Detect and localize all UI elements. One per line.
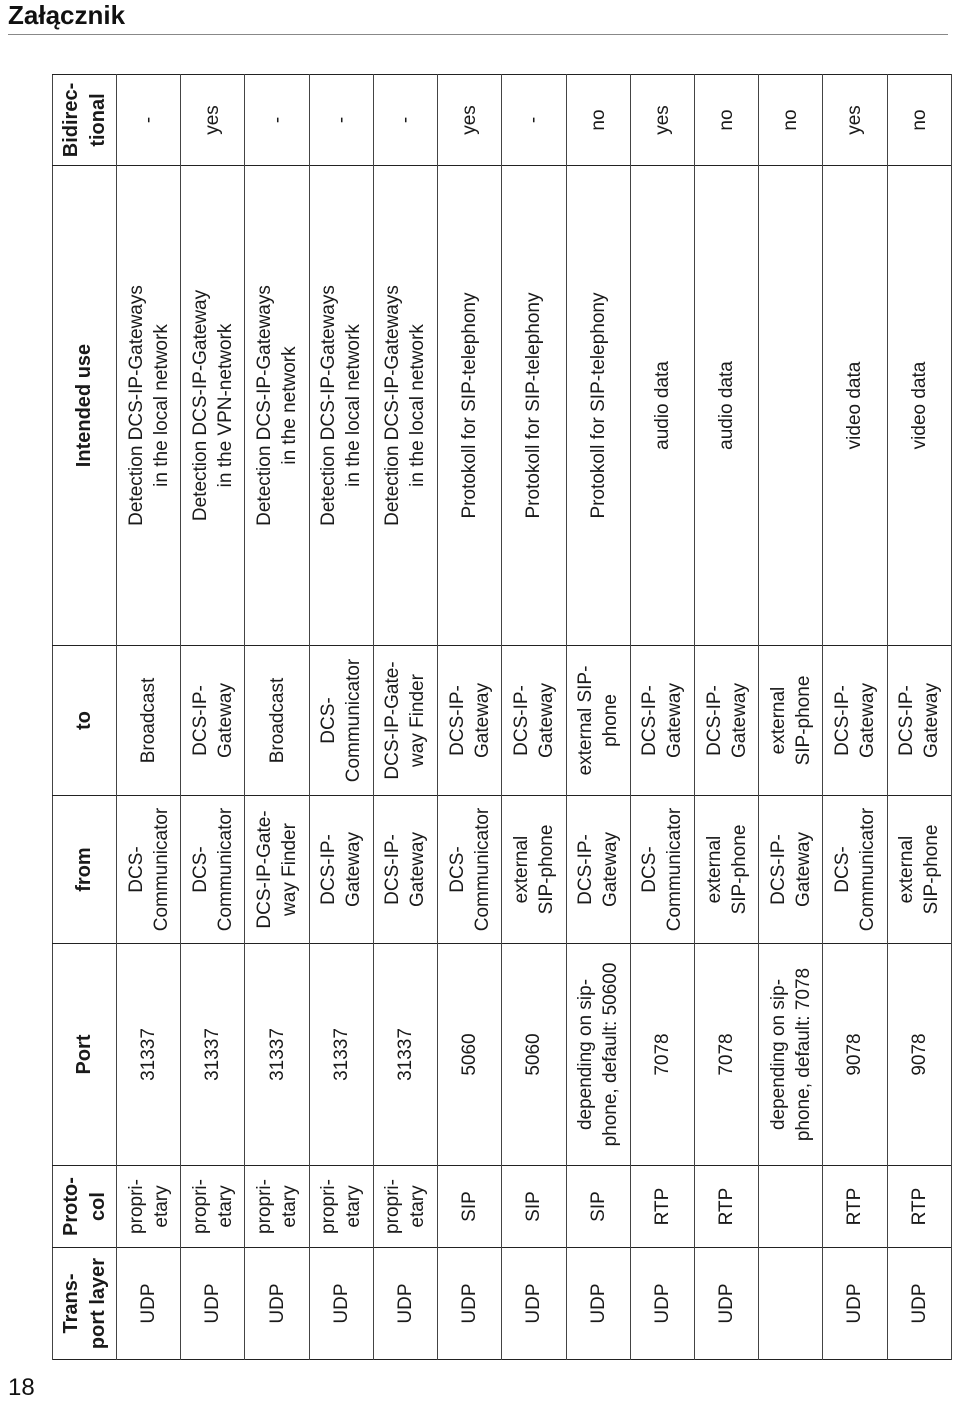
cell-protocol: propri- etary — [309, 1166, 373, 1248]
cell-protocol: RTP — [887, 1166, 951, 1248]
cell-to: DCS-IP- Gateway — [630, 646, 694, 796]
cell-intended-use: Detection DCS-IP-Gateways in the local network — [117, 166, 181, 646]
cell-to: DCS-IP- Gateway — [438, 646, 502, 796]
cell-bidirectional: - — [245, 75, 309, 166]
cell-protocol: SIP — [438, 1166, 502, 1248]
cell-from: DCS-IP- Gateway — [759, 796, 823, 944]
cell-port: 5060 — [502, 944, 566, 1166]
cell-transport-layer: UDP — [887, 1248, 951, 1360]
cell-intended-use: audio data — [694, 166, 758, 646]
cell-bidirectional: yes — [630, 75, 694, 166]
cell-from: DCS- Communicator — [823, 796, 887, 944]
cell-intended-use: Detection DCS-IP-Gateways in the network — [245, 166, 309, 646]
table-row — [373, 75, 437, 1360]
header-to: to — [53, 646, 117, 796]
cell-to: external SIP-phone — [759, 646, 823, 796]
table-row — [887, 75, 951, 1360]
cell-transport-layer: UDP — [373, 1248, 437, 1360]
cell-port: 31337 — [309, 944, 373, 1166]
cell-from: DCS- Communicator — [117, 796, 181, 944]
cell-port: 31337 — [373, 944, 437, 1166]
header-intended-use: Intended use — [53, 166, 117, 646]
table-row — [181, 75, 245, 1360]
cell-bidirectional: yes — [438, 75, 502, 166]
cell-transport-layer: UDP — [566, 1248, 630, 1360]
cell-transport-layer: UDP — [630, 1248, 694, 1360]
cell-bidirectional: - — [502, 75, 566, 166]
cell-intended-use: Protokoll for SIP-telephony — [438, 166, 502, 646]
cell-protocol: propri- etary — [117, 1166, 181, 1248]
cell-intended-use — [759, 166, 823, 646]
rotated-table-frame — [52, 75, 952, 1360]
cell-port: 9078 — [887, 944, 951, 1166]
title-divider — [8, 34, 948, 35]
cell-bidirectional: yes — [823, 75, 887, 166]
header-bidirectional: Bidirec- tional — [53, 75, 117, 166]
table-row — [759, 75, 823, 1360]
cell-bidirectional: no — [566, 75, 630, 166]
cell-to: Broadcast — [117, 646, 181, 796]
page-number: 18 — [8, 1374, 35, 1401]
cell-from: external SIP-phone — [502, 796, 566, 944]
cell-intended-use: audio data — [630, 166, 694, 646]
cell-bidirectional: no — [887, 75, 951, 166]
cell-transport-layer: UDP — [438, 1248, 502, 1360]
table-row — [566, 75, 630, 1360]
table-header-row — [53, 75, 117, 1360]
cell-bidirectional: yes — [181, 75, 245, 166]
cell-intended-use: Protokoll for SIP-telephony — [502, 166, 566, 646]
cell-port: 31337 — [181, 944, 245, 1166]
cell-protocol: SIP — [566, 1166, 630, 1248]
cell-bidirectional: - — [117, 75, 181, 166]
cell-transport-layer: UDP — [117, 1248, 181, 1360]
cell-intended-use: video data — [887, 166, 951, 646]
cell-port: depending on sip- phone, default: 50600 — [566, 944, 630, 1166]
cell-intended-use: video data — [823, 166, 887, 646]
cell-port: 31337 — [117, 944, 181, 1166]
cell-protocol: propri- etary — [245, 1166, 309, 1248]
cell-transport-layer — [759, 1248, 823, 1360]
table-container — [52, 75, 952, 1360]
cell-bidirectional: no — [759, 75, 823, 166]
cell-protocol: RTP — [694, 1166, 758, 1248]
cell-protocol: RTP — [823, 1166, 887, 1248]
table-body — [117, 75, 952, 1360]
cell-transport-layer: UDP — [502, 1248, 566, 1360]
cell-intended-use: Detection DCS-IP-Gateways in the local network — [373, 166, 437, 646]
cell-port: 7078 — [694, 944, 758, 1166]
cell-port: 5060 — [438, 944, 502, 1166]
cell-from: DCS-IP- Gateway — [566, 796, 630, 944]
cell-protocol: propri- etary — [181, 1166, 245, 1248]
cell-from: external SIP-phone — [887, 796, 951, 944]
cell-to: Broadcast — [245, 646, 309, 796]
cell-to: DCS-IP- Gateway — [887, 646, 951, 796]
ports-table — [52, 74, 952, 1360]
cell-to: DCS-IP- Gateway — [823, 646, 887, 796]
header-transport-layer: Trans- port layer — [53, 1248, 117, 1360]
table-row — [823, 75, 887, 1360]
table-row — [502, 75, 566, 1360]
cell-to: DCS- Communicator — [309, 646, 373, 796]
cell-intended-use: Protokoll for SIP-telephony — [566, 166, 630, 646]
cell-transport-layer: UDP — [694, 1248, 758, 1360]
cell-port: 7078 — [630, 944, 694, 1166]
cell-bidirectional: no — [694, 75, 758, 166]
page-title: Załącznik — [8, 0, 126, 30]
header-from: from — [53, 796, 117, 944]
table-row — [309, 75, 373, 1360]
table-row — [630, 75, 694, 1360]
table-row — [245, 75, 309, 1360]
cell-protocol: RTP — [630, 1166, 694, 1248]
cell-bidirectional: - — [309, 75, 373, 166]
cell-protocol: SIP — [502, 1166, 566, 1248]
cell-to: DCS-IP-Gate- way Finder — [373, 646, 437, 796]
table-row — [438, 75, 502, 1360]
header-protocol: Proto- col — [53, 1166, 117, 1248]
cell-from: external SIP-phone — [694, 796, 758, 944]
cell-from: DCS- Communicator — [181, 796, 245, 944]
table-row — [694, 75, 758, 1360]
cell-to: external SIP- phone — [566, 646, 630, 796]
cell-from: DCS-IP- Gateway — [309, 796, 373, 944]
cell-bidirectional: - — [373, 75, 437, 166]
cell-port: 31337 — [245, 944, 309, 1166]
cell-protocol — [759, 1166, 823, 1248]
cell-transport-layer: UDP — [309, 1248, 373, 1360]
cell-from: DCS-IP-Gate- way Finder — [245, 796, 309, 944]
cell-port: 9078 — [823, 944, 887, 1166]
cell-to: DCS-IP- Gateway — [181, 646, 245, 796]
cell-port: depending on sip- phone, default: 7078 — [759, 944, 823, 1166]
cell-intended-use: Detection DCS-IP-Gateway in the VPN-network — [181, 166, 245, 646]
cell-from: DCS- Communicator — [438, 796, 502, 944]
cell-protocol: propri- etary — [373, 1166, 437, 1248]
cell-intended-use: Detection DCS-IP-Gateways in the local network — [309, 166, 373, 646]
cell-to: DCS-IP- Gateway — [502, 646, 566, 796]
cell-from: DCS- Communicator — [630, 796, 694, 944]
cell-transport-layer: UDP — [245, 1248, 309, 1360]
cell-to: DCS-IP- Gateway — [694, 646, 758, 796]
cell-from: DCS-IP- Gateway — [373, 796, 437, 944]
cell-transport-layer: UDP — [823, 1248, 887, 1360]
header-port: Port — [53, 944, 117, 1166]
table-row — [117, 75, 181, 1360]
cell-transport-layer: UDP — [181, 1248, 245, 1360]
